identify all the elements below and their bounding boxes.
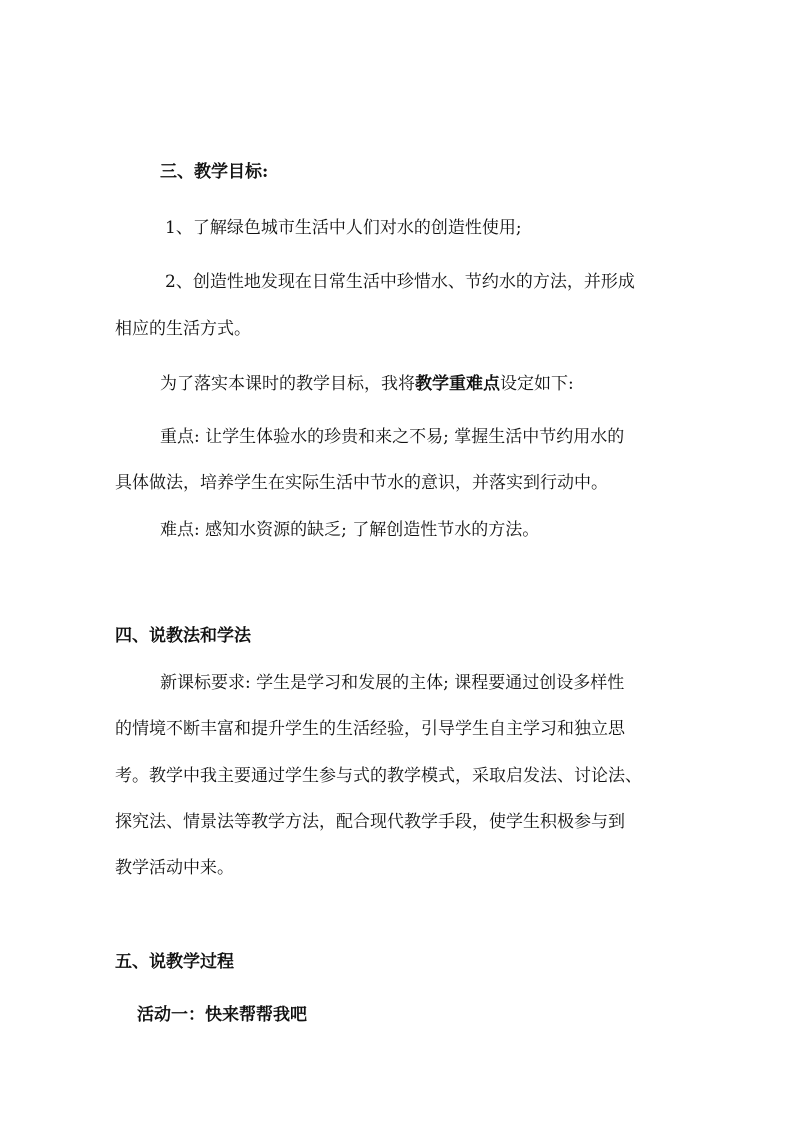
method-line-2: 的情境不断丰富和提升学生的生活经验，引导学生自主学习和独立思 [115, 719, 625, 739]
goal-1: 1、了解绿色城市生活中人们对水的创造性使用; [165, 218, 522, 238]
key-points-intro [160, 372, 574, 396]
method-line-4: 探究法、情景法等教学方法，配合现代教学手段，使学生积极参与到 [115, 812, 625, 832]
section4-heading: 四、说教法和学法 [115, 626, 251, 646]
key-point-line-1: 重点: 让学生体验水的珍贵和来之不易; 掌握生活中节约用水的 [160, 427, 625, 447]
method-line-3: 考。教学中我主要通过学生参与式的教学模式，采取启发法、讨论法、 [115, 766, 642, 786]
activity-1-heading: 活动一：快来帮帮我吧 [137, 1005, 307, 1025]
method-line-5: 教学活动中来。 [115, 858, 234, 878]
intro-bold-term: 教学重难点 [415, 374, 500, 394]
intro-suffix: 设定如下: [500, 374, 574, 394]
goal-2-line-2: 相应的生活方式。 [115, 319, 251, 339]
section5-heading: 五、说教学过程 [115, 952, 234, 972]
key-point-line-2: 具体做法，培养学生在实际生活中节水的意识，并落实到行动中。 [115, 473, 608, 493]
goal-2-line-1: 2、创造性地发现在日常生活中珍惜水、节约水的方法，并形成 [165, 272, 635, 292]
method-line-1: 新课标要求: 学生是学习和发展的主体; 课程要通过创设多样性 [160, 673, 625, 693]
intro-prefix: 为了落实本课时的教学目标，我将 [160, 374, 415, 394]
difficulty: 难点: 感知水资源的缺乏; 了解创造性节水的方法。 [160, 520, 540, 540]
section3-heading: 三、教学目标: [160, 162, 269, 182]
